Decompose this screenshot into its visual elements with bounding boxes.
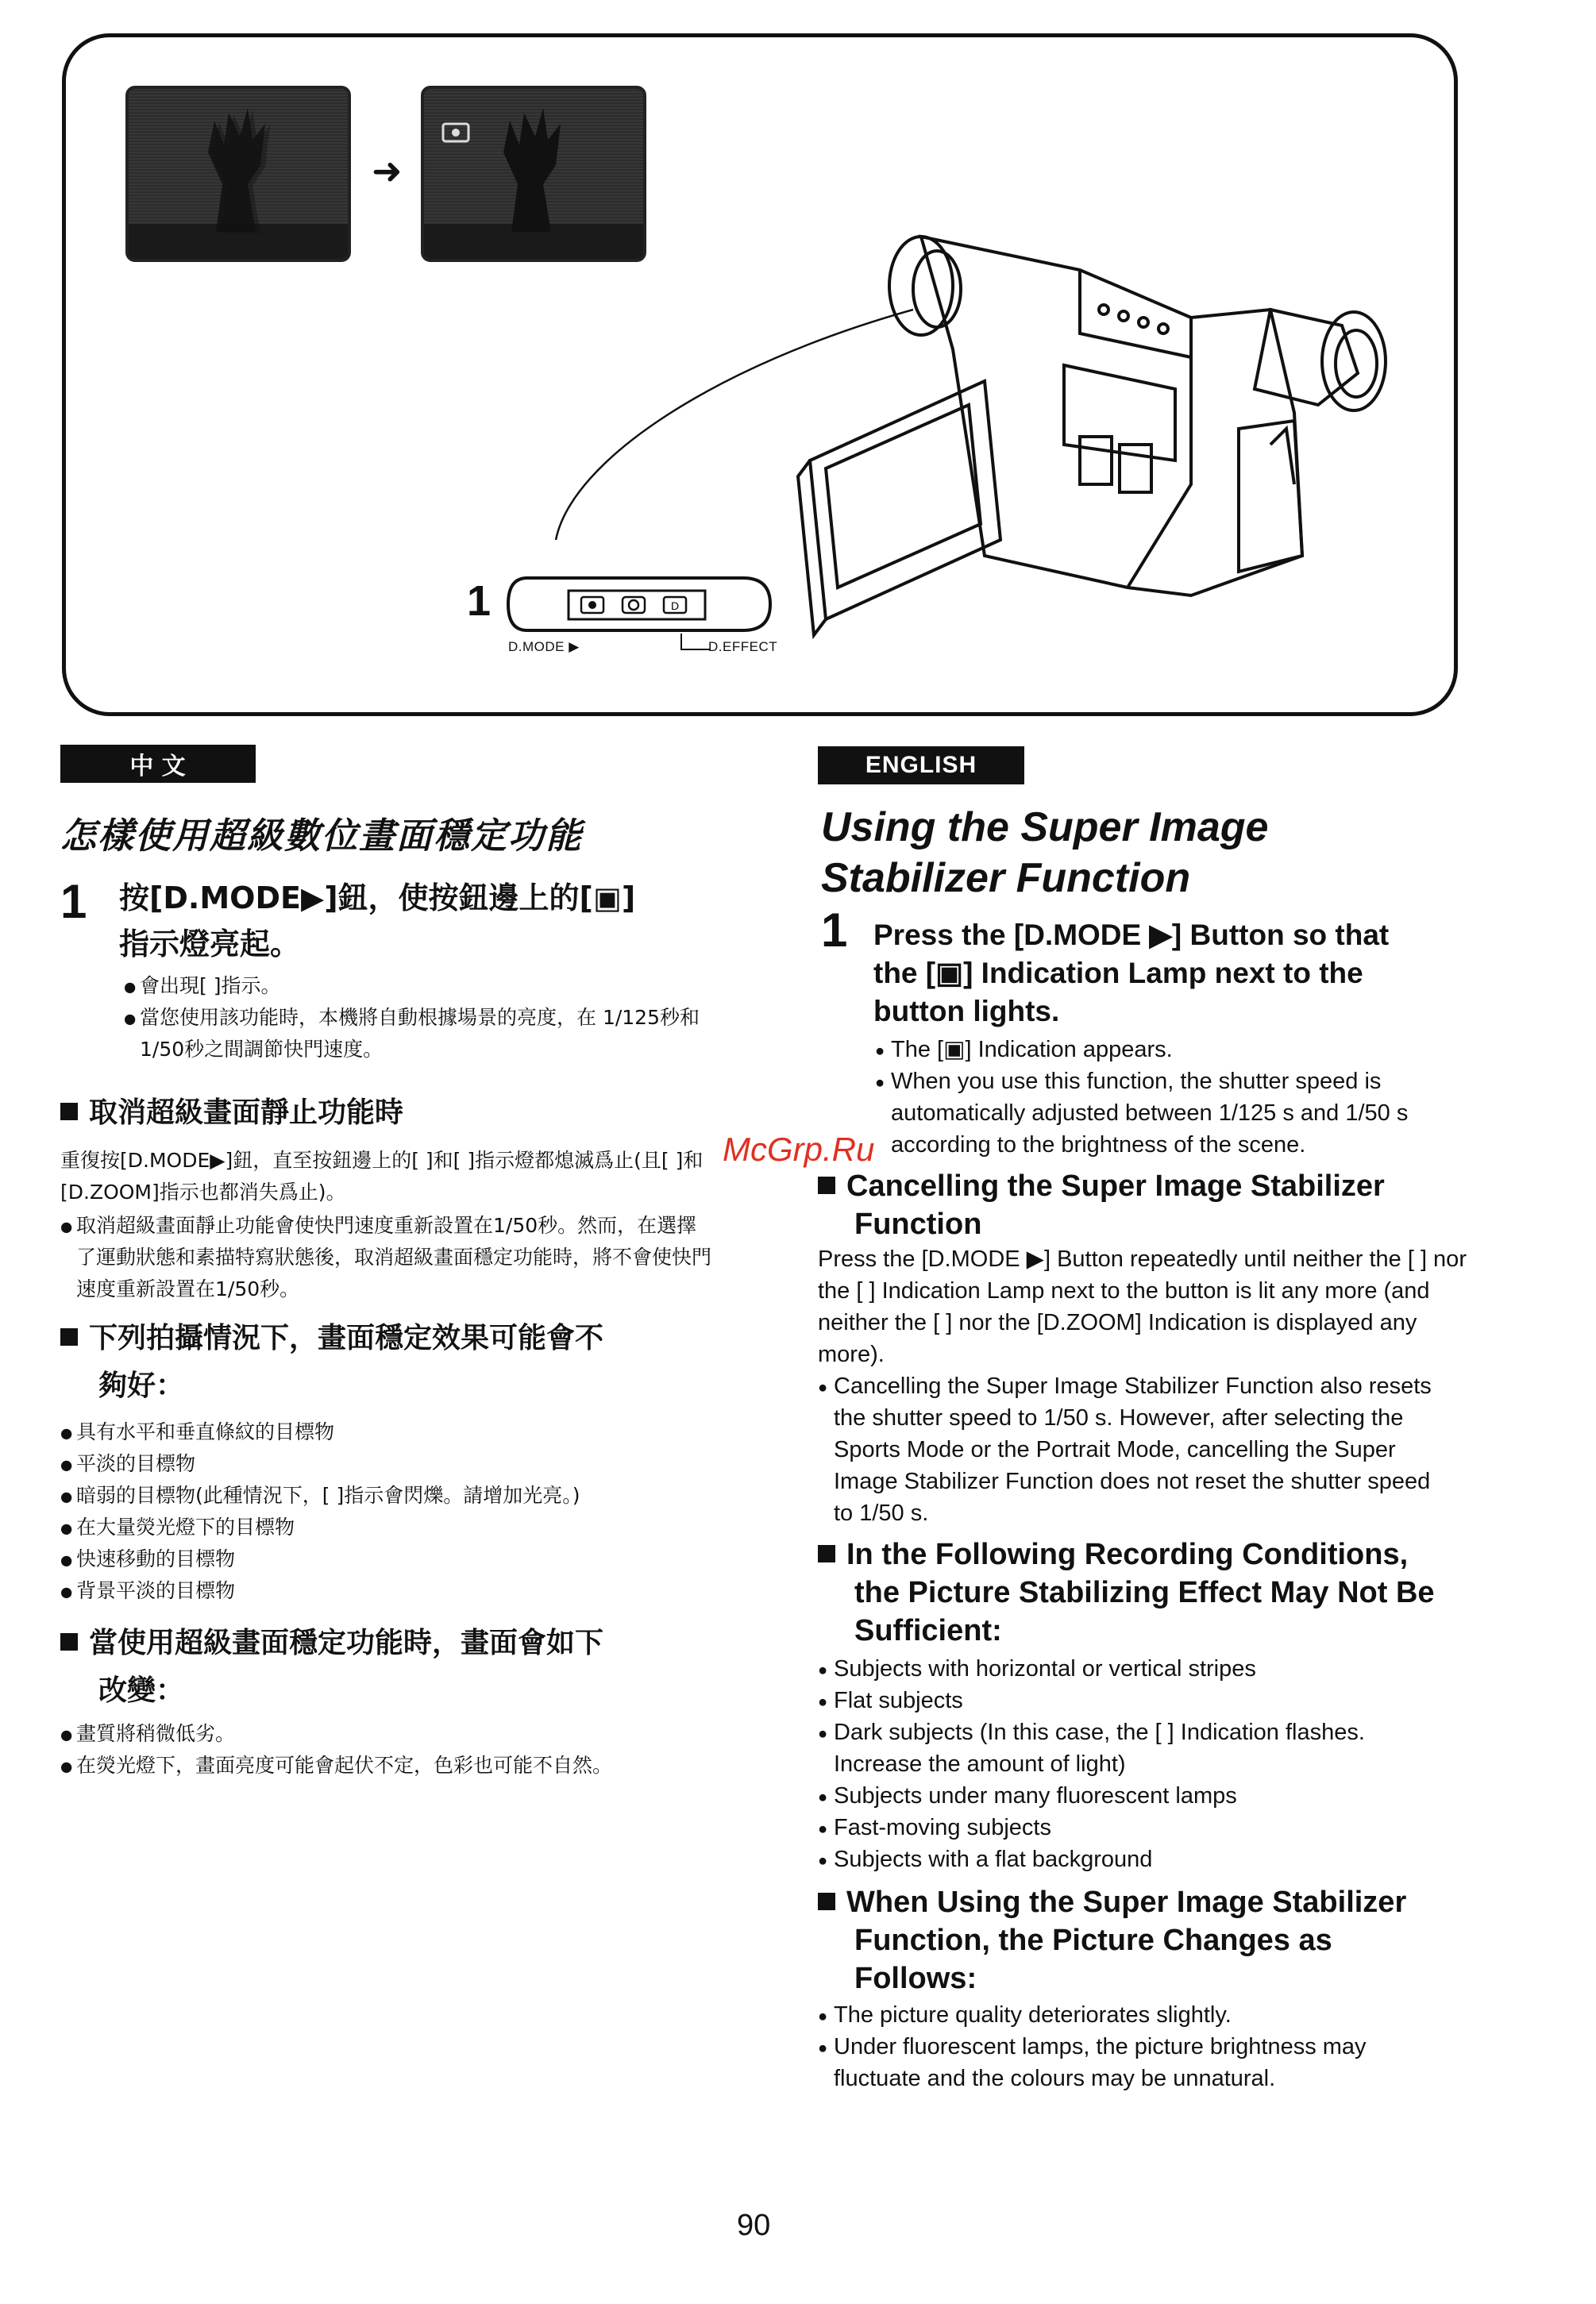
en-condition-item: ● Subjects under many fluorescent lamps xyxy=(818,1780,1421,1812)
zh-cancel-body: 重復按[D.MODE▶]鈕，直至按鈕邊上的[ ]和[ ]指示燈都熄滅爲止(且[ ]和[D.ZOOM]指示也都消失爲止)。 xyxy=(60,1149,704,1204)
zh-step1-instruction xyxy=(119,875,723,967)
en-conditions-heading xyxy=(818,1535,1564,1650)
en-conditions-heading-line2: the Picture Stabilizing Effect May Not Be xyxy=(854,1576,1435,1609)
section-square-icon xyxy=(818,1545,835,1562)
en-step1-line3: button lights. xyxy=(873,995,1060,1027)
zh-change-item: ● 在熒光燈下，畫面亮度可能會起伏不定，色彩也可能不自然。 xyxy=(60,1750,711,1782)
en-step1-line1: Press the [D.MODE ▶] Button so that xyxy=(873,919,1390,951)
zh-condition-item: ● 暗弱的目標物(此種情況下，[ ]指示會閃爍。請增加光亮。) xyxy=(60,1480,711,1512)
svg-text:D: D xyxy=(671,599,680,612)
en-page-title xyxy=(821,802,1552,903)
stabilizer-icon: ▣ xyxy=(935,957,964,989)
zh-condition-item: ● 平淡的目標物 xyxy=(60,1448,711,1480)
en-change-item: ● The picture quality deteriorates slightly. xyxy=(818,1999,1453,2031)
leader-bracket-icon xyxy=(680,634,711,653)
watermark-text: McGrp.Ru xyxy=(723,1131,875,1168)
section-square-icon xyxy=(818,1177,835,1194)
en-changes-list xyxy=(818,1999,1453,2094)
zh-cancel-heading xyxy=(60,1089,711,1137)
zh-changes-list xyxy=(60,1718,711,1782)
zh-conditions-heading xyxy=(60,1315,711,1410)
deffect-button-label: D.EFFECT xyxy=(708,639,778,654)
en-changes-heading-line3: Follows: xyxy=(854,1962,977,1995)
stabilizer-icon: ▣ xyxy=(943,1037,966,1062)
en-conditions-list xyxy=(818,1653,1421,1875)
en-changes-heading-line2: Function, the Picture Changes as xyxy=(854,1924,1332,1957)
en-condition-item: ● Subjects with horizontal or vertical stripes xyxy=(818,1653,1421,1685)
en-step1-note-2: ● When you use this function, the shutter speed is automatically adjusted between 1/125 s and 1/50 s according to the brightness of the scene. xyxy=(875,1065,1463,1161)
en-cancel-heading-line1: Cancelling the Super Image Stabilizer xyxy=(846,1169,1385,1203)
dmode-control-strip xyxy=(505,573,775,635)
en-conditions-heading-line1: In the Following Recording Conditions, xyxy=(846,1538,1409,1571)
en-note1-pre: The [ xyxy=(891,1037,944,1062)
en-changes-heading xyxy=(818,1883,1564,1998)
chinese-section-tag: 中 文 xyxy=(60,745,256,783)
zh-step1-note-2: ● 當您使用該功能時，本機將自動根據場景的亮度，在 1/125秒和1/50秒之間調節快門速度。 xyxy=(124,1002,711,1065)
zh-change-item: ● 畫質將稍微低劣。 xyxy=(60,1718,711,1750)
zh-condition-item: ● 在大量熒光燈下的目標物 xyxy=(60,1512,711,1543)
zh-step1-line2: 指示燈亮起。 xyxy=(119,927,301,961)
zh-conditions-list xyxy=(60,1416,711,1607)
english-section-tag: ENGLISH xyxy=(818,746,1024,784)
en-cancel-heading-line2: Function xyxy=(854,1208,982,1241)
zh-cancel-note-text: ● 取消超級畫面靜止功能會使快門速度重新設置在1/50秒。然而，在選擇了運動狀態和素描特寫狀態後，取消超級畫面穩定功能時，將不會使快門速度重新設置在1/50秒。 xyxy=(60,1210,711,1305)
section-square-icon xyxy=(60,1103,78,1120)
zh-conditions-heading-line1: 下列拍攝情況下，畫面穩定效果可能會不 xyxy=(89,1322,604,1354)
en-step1-line2-post: ] Indication Lamp next to the xyxy=(963,957,1363,989)
en-step-number: 1 xyxy=(821,903,848,957)
en-note1-post: ] Indication appears. xyxy=(965,1037,1173,1062)
zh-page-title: 怎樣使用超級數位畫面穩定功能 xyxy=(60,815,584,857)
zh-changes-heading xyxy=(60,1620,711,1715)
en-cancel-body: Press the [D.MODE ▶] Button repeatedly until neither the [ ] nor the [ ] Indication Lamp next to the button is lit any more (and neither the [ ] nor the [D.ZOOM] Indication is displayed any more). xyxy=(818,1246,1467,1367)
en-condition-item: ● Dark subjects (In this case, the [ ] Indication flashes. Increase the amount of light) xyxy=(818,1716,1421,1780)
zh-condition-item: ● 具有水平和垂直條紋的目標物 xyxy=(60,1416,711,1448)
zh-step1-note-1: ● 會出現[ ]指示。 xyxy=(124,970,711,1002)
en-step1-notes xyxy=(875,1034,1463,1161)
arrow-right-icon: ➜ xyxy=(372,149,403,192)
en-title-line1: Using the Super Image xyxy=(821,804,1269,850)
zh-step-number: 1 xyxy=(60,875,87,928)
en-condition-item: ● Flat subjects xyxy=(818,1685,1421,1716)
en-cancel-heading xyxy=(818,1167,1564,1243)
stabilizer-icon: ▣ xyxy=(592,880,622,915)
en-condition-item: ● Fast-moving subjects xyxy=(818,1812,1421,1844)
en-cancel-note xyxy=(818,1370,1453,1529)
en-step1-note-1 xyxy=(875,1034,1463,1065)
zh-cancel-note xyxy=(60,1210,711,1305)
step-marker: 1 xyxy=(467,577,492,625)
zh-condition-item: ● 快速移動的目標物 xyxy=(60,1543,711,1575)
page-number: 90 xyxy=(737,2209,771,2242)
en-step1-line2-pre: the [ xyxy=(873,957,936,989)
en-changes-heading-line1: When Using the Super Image Stabilizer xyxy=(846,1886,1407,1919)
section-square-icon xyxy=(60,1328,78,1346)
zh-condition-item: ● 背景平淡的目標物 xyxy=(60,1575,711,1607)
en-cancel-note-text: ● Cancelling the Super Image Stabilizer Function also resets the shutter speed to 1/50 s. However, after selecting the Sports Mode or the Portrait Mode, cancelling the Super Image Stabilizer Function does not reset the shutter speed to 1/50 s. xyxy=(818,1370,1453,1529)
en-title-line2: Stabilizer Function xyxy=(821,855,1191,901)
en-step1-instruction xyxy=(873,916,1572,1031)
unstabilized-scene-image xyxy=(125,86,351,262)
en-conditions-heading-line3: Sufficient: xyxy=(854,1614,1002,1647)
zh-step1-line1-end: ] xyxy=(621,880,636,915)
zh-conditions-heading-line2: 夠好： xyxy=(98,1370,185,1402)
section-square-icon xyxy=(818,1893,835,1910)
zh-step1-line1: 按[D.MODE▶]鈕，使按鈕邊上的[ xyxy=(119,880,593,915)
dmode-button-label: D.MODE ▶ xyxy=(508,639,580,654)
zh-changes-heading-line2: 改變： xyxy=(98,1674,185,1707)
zh-step1-notes xyxy=(124,970,711,1065)
en-condition-item: ● Subjects with a flat background xyxy=(818,1844,1421,1875)
section-square-icon xyxy=(60,1633,78,1651)
zh-changes-heading-line1: 當使用超級畫面穩定功能時，畫面會如下 xyxy=(89,1627,604,1659)
en-change-item: ● Under fluorescent lamps, the picture brightness may fluctuate and the colours may be unnatural. xyxy=(818,2031,1453,2094)
zh-cancel-heading-text: 取消超級畫面靜止功能時 xyxy=(89,1096,404,1129)
